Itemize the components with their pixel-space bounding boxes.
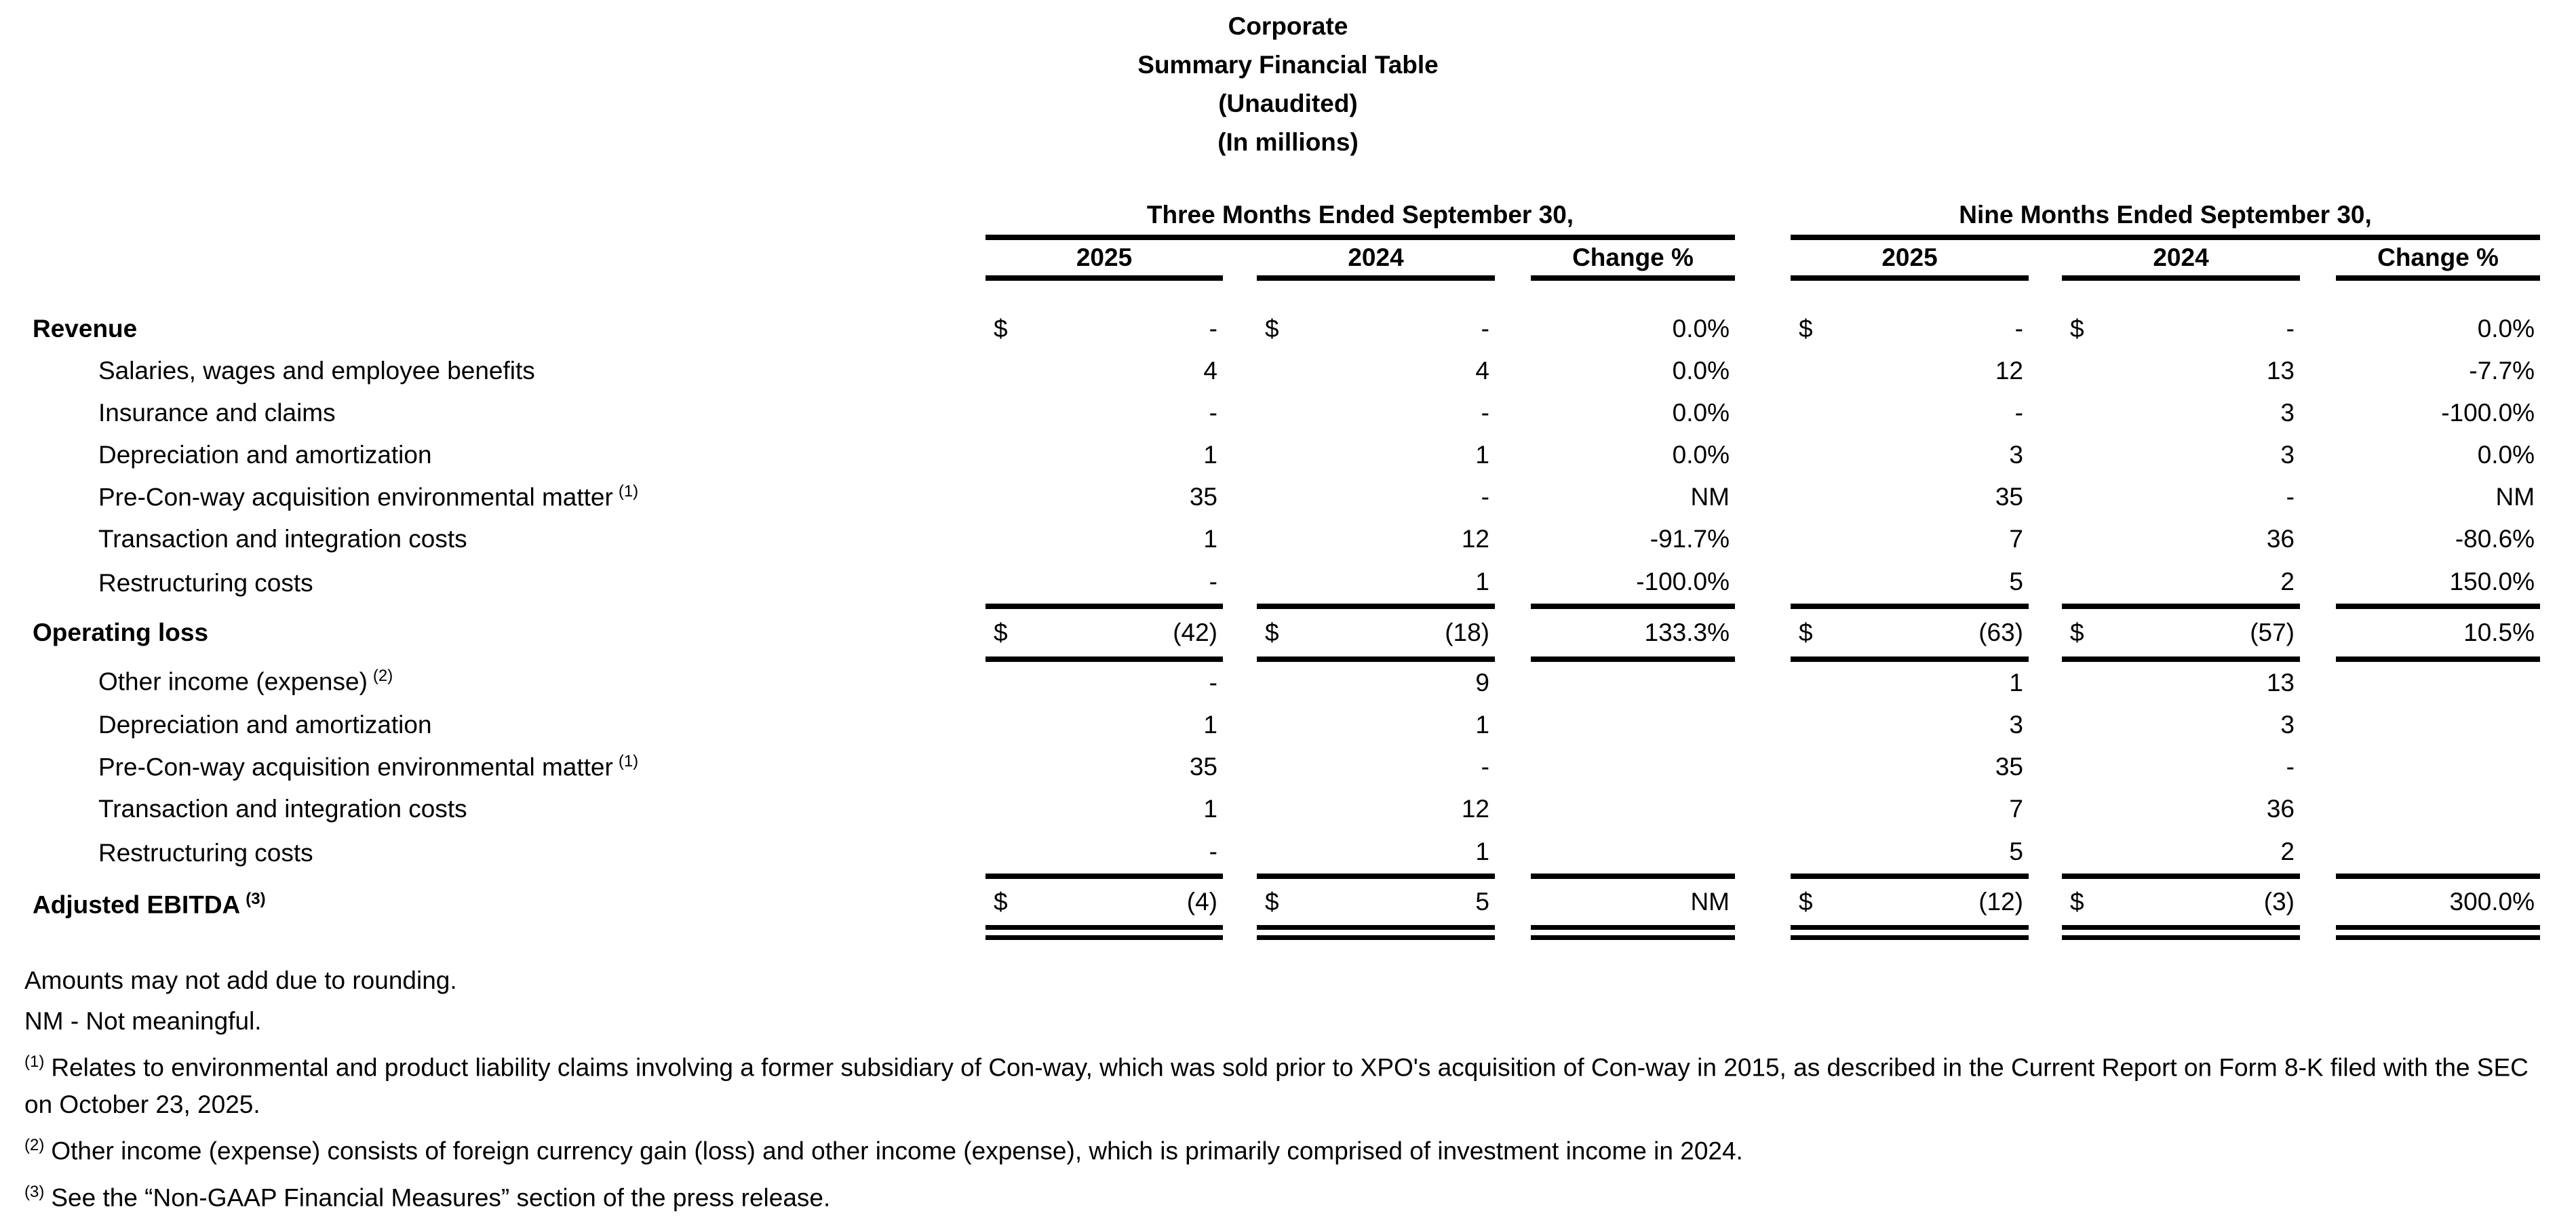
cell-3mo-2024 (1257, 392, 1495, 434)
table-row (0, 876, 2540, 933)
title-line-1: Corporate (1228, 12, 1348, 40)
cell-value: 12 (1995, 357, 2023, 385)
cell-value: 1 (1475, 441, 1489, 469)
cell-value: 3 (2280, 711, 2295, 739)
cell-value: (18) (1445, 619, 1489, 646)
cell-value: - (1209, 315, 1217, 342)
row-label: Salaries, wages and employee benefits (98, 357, 535, 385)
cell-3mo-2024 (1257, 350, 1495, 392)
row-label: Operating loss (33, 619, 209, 646)
cell-9mo-change (2336, 746, 2540, 788)
cell-9mo-2024 (2062, 308, 2300, 350)
dollar-sign: $ (1799, 888, 1813, 916)
cell-value: 1 (1203, 525, 1217, 553)
row-label: Insurance and claims (98, 399, 336, 427)
cell-9mo-2024 (2062, 830, 2300, 876)
cell-value: NM (1690, 888, 1730, 916)
cell-3mo-change (1531, 788, 1735, 830)
cell-value: 1 (1203, 711, 1217, 739)
dollar-sign: $ (2070, 619, 2084, 646)
cell-3mo-change (1531, 518, 1735, 560)
footnotes (0, 962, 2561, 1216)
cell-value: -80.6% (2455, 525, 2535, 553)
cell-9mo-2024 (2062, 434, 2300, 476)
row-footnote-marker: (2) (372, 667, 393, 686)
cell-9mo-change (2336, 830, 2540, 876)
dollar-sign: $ (2070, 315, 2084, 342)
cell-3mo-2025 (985, 308, 1223, 350)
row-label: Revenue (33, 315, 138, 342)
cell-3mo-change (1531, 308, 1735, 350)
cell-3mo-2025 (985, 788, 1223, 830)
summary-financial-table (0, 195, 2540, 940)
cell-value: 150.0% (2449, 568, 2535, 595)
footnote-marker: (1) (24, 1053, 45, 1071)
dollar-sign: $ (994, 888, 1008, 916)
footnote (24, 1126, 2561, 1169)
cell-9mo-2025 (1791, 476, 2029, 518)
footnote-text: Other income (expense) consists of foreign currency gain (loss) and other income (expense), which is primarily comprised of investment income in 2024. (51, 1137, 1743, 1165)
cell-3mo-2024 (1257, 560, 1495, 606)
cell-value: -100.0% (2441, 399, 2535, 427)
dollar-sign: $ (1799, 315, 1813, 342)
cell-value: (63) (1978, 619, 2023, 646)
table-row (0, 606, 2540, 659)
cell-3mo-2024 (1257, 746, 1495, 788)
cell-value: - (2014, 399, 2023, 427)
cell-3mo-change (1531, 746, 1735, 788)
cell-9mo-change (2336, 788, 2540, 830)
cell-9mo-2024 (2062, 876, 2300, 933)
cell-value: 0.0% (1672, 399, 1730, 427)
row-label: Pre-Con-way acquisition environmental matter (98, 483, 613, 511)
cell-value: NM (1690, 483, 1730, 511)
table-row (0, 830, 2540, 876)
cell-value: 12 (1461, 795, 1489, 823)
cell-value: -91.7% (1650, 525, 1730, 553)
table-row (0, 746, 2540, 788)
header-3mo-2024: 2024 (1257, 237, 1495, 278)
cell-value: (3) (2263, 888, 2295, 916)
cell-value: - (2286, 315, 2295, 342)
cell-value: 13 (2266, 357, 2295, 385)
cell-9mo-2025 (1791, 606, 2029, 659)
cell-3mo-2024 (1257, 788, 1495, 830)
cell-value: 3 (2280, 441, 2295, 469)
cell-value: NM (2495, 483, 2535, 511)
cell-value: 35 (1189, 753, 1217, 781)
cell-3mo-2025 (985, 830, 1223, 876)
table-row (0, 659, 2540, 704)
cell-value: 36 (2266, 525, 2295, 553)
cell-value: 5 (1475, 888, 1489, 916)
cell-value: 2 (2280, 568, 2295, 595)
cell-value: 0.0% (2477, 315, 2535, 342)
cell-3mo-2025 (985, 560, 1223, 606)
footnote-text: Relates to environmental and product liability claims involving a former subsidiary of Con-way, which was sold prior to XPO's acquisition of Con-way in 2015, as described in the Current Report on Form 8-K filed with the SEC on October 23, 2025. (24, 1053, 2529, 1119)
cell-9mo-2024 (2062, 606, 2300, 659)
cell-value: 9 (1475, 669, 1489, 697)
column-group-header-row (0, 195, 2540, 237)
cell-3mo-2024 (1257, 606, 1495, 659)
cell-9mo-2025 (1791, 560, 2029, 606)
cell-9mo-change (2336, 560, 2540, 606)
cell-9mo-2025 (1791, 392, 2029, 434)
cell-value: 2 (2280, 838, 2295, 865)
cell-value: - (2286, 483, 2295, 511)
label-column-spacer (0, 195, 985, 237)
cell-3mo-2024 (1257, 830, 1495, 876)
cell-9mo-change (2336, 308, 2540, 350)
cell-9mo-change (2336, 876, 2540, 933)
cell-9mo-change (2336, 659, 2540, 704)
cell-9mo-2025 (1791, 518, 2029, 560)
cell-value: 10.5% (2463, 619, 2535, 646)
row-label: Restructuring costs (98, 569, 313, 597)
cell-9mo-2024 (2062, 518, 2300, 560)
cell-value: 1 (1203, 441, 1217, 469)
cell-value: 133.3% (1644, 619, 1730, 646)
cell-9mo-2025 (1791, 830, 2029, 876)
footnote-list (24, 1043, 2561, 1216)
cell-value: 35 (1995, 753, 2023, 781)
table-row (0, 476, 2540, 518)
table-row (0, 704, 2540, 746)
cell-value: 35 (1189, 483, 1217, 511)
cell-9mo-2025 (1791, 746, 2029, 788)
cell-value: - (1209, 399, 1217, 427)
cell-3mo-2024 (1257, 434, 1495, 476)
cell-value: - (1481, 315, 1489, 342)
cell-value: 1 (1475, 838, 1489, 865)
row-label: Pre-Con-way acquisition environmental matter (98, 753, 613, 781)
table-row (0, 788, 2540, 830)
row-footnote-marker: (1) (618, 752, 639, 771)
cell-3mo-2025 (985, 876, 1223, 933)
cell-3mo-2024 (1257, 308, 1495, 350)
header-3mo-2025: 2025 (985, 237, 1223, 278)
cell-value: - (1209, 669, 1217, 697)
dollar-sign: $ (1799, 619, 1813, 646)
table-row (0, 392, 2540, 434)
cell-value: (4) (1186, 888, 1217, 916)
row-footnote-marker: (3) (246, 889, 266, 908)
cell-value: 1 (1475, 568, 1489, 595)
cell-value: 1 (2009, 669, 2023, 697)
cell-value: 4 (1203, 357, 1217, 385)
sub-header-row (0, 237, 2540, 278)
footnote-text: See the “Non-GAAP Financial Measures” section of the press release. (51, 1183, 831, 1211)
cell-value: 0.0% (1672, 315, 1730, 342)
cell-9mo-change (2336, 434, 2540, 476)
cell-3mo-change (1531, 560, 1735, 606)
table-row (0, 518, 2540, 560)
row-label: Depreciation and amortization (98, 711, 432, 739)
cell-9mo-change (2336, 350, 2540, 392)
cell-value: 1 (1475, 711, 1489, 739)
cell-3mo-2025 (985, 476, 1223, 518)
cell-value: 1 (1203, 795, 1217, 823)
title-line-2: Summary Financial Table (1137, 51, 1439, 79)
dollar-sign: $ (2070, 888, 2084, 916)
cell-9mo-2025 (1791, 434, 2029, 476)
cell-3mo-change (1531, 704, 1735, 746)
cell-9mo-2024 (2062, 788, 2300, 830)
cell-3mo-change (1531, 606, 1735, 659)
title-line-4: (In millions) (1217, 128, 1359, 156)
cell-3mo-change (1531, 659, 1735, 704)
cell-3mo-2025 (985, 434, 1223, 476)
footnote (24, 1043, 2561, 1123)
cell-9mo-2024 (2062, 704, 2300, 746)
cell-value: 0.0% (1672, 357, 1730, 385)
cell-3mo-change (1531, 392, 1735, 434)
cell-9mo-change (2336, 606, 2540, 659)
dollar-sign: $ (1265, 315, 1279, 342)
cell-value: - (2014, 315, 2023, 342)
cell-9mo-2024 (2062, 659, 2300, 704)
cell-3mo-2025 (985, 704, 1223, 746)
cell-value: - (2286, 753, 2295, 781)
header-9mo-2025: 2025 (1791, 237, 2029, 278)
cell-9mo-change (2336, 392, 2540, 434)
cell-3mo-change (1531, 476, 1735, 518)
cell-3mo-change (1531, 830, 1735, 876)
row-label: Transaction and integration costs (98, 525, 467, 553)
cell-9mo-2025 (1791, 876, 2029, 933)
header-spacer-row (0, 278, 2540, 308)
cell-9mo-2025 (1791, 788, 2029, 830)
cell-value: 36 (2266, 795, 2295, 823)
cell-value: - (1481, 399, 1489, 427)
cell-value: -100.0% (1636, 568, 1730, 595)
cell-9mo-2024 (2062, 746, 2300, 788)
cell-3mo-2024 (1257, 876, 1495, 933)
col-group-three-months: Three Months Ended September 30, (985, 195, 1735, 237)
cell-3mo-2025 (985, 518, 1223, 560)
cell-9mo-2024 (2062, 476, 2300, 518)
cell-3mo-change (1531, 350, 1735, 392)
group-gap (1735, 195, 1791, 237)
cell-value: -7.7% (2469, 357, 2535, 385)
cell-3mo-2024 (1257, 476, 1495, 518)
cell-value: (42) (1173, 619, 1217, 646)
title-line-3: (Unaudited) (1218, 90, 1358, 117)
cell-9mo-2025 (1791, 308, 2029, 350)
dollar-sign: $ (994, 619, 1008, 646)
cell-value: - (1209, 568, 1217, 595)
header-9mo-2024: 2024 (2062, 237, 2300, 278)
row-label: Transaction and integration costs (98, 795, 467, 823)
cell-3mo-2024 (1257, 659, 1495, 704)
col-group-nine-months: Nine Months Ended September 30, (1791, 195, 2540, 237)
cell-value: 5 (2009, 838, 2023, 865)
dollar-sign: $ (1265, 888, 1279, 916)
header-3mo-change: Change % (1531, 237, 1735, 278)
cell-value: 3 (2009, 441, 2023, 469)
cell-value: - (1481, 483, 1489, 511)
cell-value: 7 (2009, 795, 2023, 823)
cell-3mo-2025 (985, 659, 1223, 704)
note-nm: NM - Not meaningful. (24, 1007, 262, 1035)
cell-value: 5 (2009, 568, 2023, 595)
cell-9mo-2025 (1791, 659, 2029, 704)
cell-value: 7 (2009, 525, 2023, 553)
cell-9mo-2024 (2062, 392, 2300, 434)
cell-9mo-change (2336, 476, 2540, 518)
cell-value: 3 (2280, 399, 2295, 427)
row-label: Other income (expense) (98, 667, 368, 696)
footnote-marker: (3) (24, 1182, 45, 1201)
cell-9mo-change (2336, 704, 2540, 746)
cell-value: 12 (1461, 525, 1489, 553)
cell-9mo-2025 (1791, 704, 2029, 746)
cell-value: 3 (2009, 711, 2023, 739)
table-row (0, 560, 2540, 606)
cell-value: - (1209, 838, 1217, 865)
row-label: Restructuring costs (98, 839, 313, 867)
cell-value: - (1481, 753, 1489, 781)
row-label: Depreciation and amortization (98, 441, 432, 469)
cell-3mo-2025 (985, 350, 1223, 392)
cell-value: (12) (1978, 888, 2023, 916)
cell-3mo-2025 (985, 606, 1223, 659)
header-9mo-change: Change % (2336, 237, 2540, 278)
cell-9mo-change (2336, 518, 2540, 560)
cell-3mo-change (1531, 434, 1735, 476)
table-row (0, 350, 2540, 392)
cell-3mo-2024 (1257, 704, 1495, 746)
table-body (0, 308, 2540, 933)
table-row (0, 308, 2540, 350)
cell-value: 13 (2266, 669, 2295, 697)
cell-9mo-2024 (2062, 560, 2300, 606)
cell-value: 0.0% (2477, 441, 2535, 469)
dollar-sign: $ (1265, 619, 1279, 646)
row-label: Adjusted EBITDA (33, 890, 241, 919)
cell-value: 4 (1475, 357, 1489, 385)
cell-3mo-change (1531, 876, 1735, 933)
cell-value: 0.0% (1672, 441, 1730, 469)
cell-3mo-2025 (985, 392, 1223, 434)
cell-value: 35 (1995, 483, 2023, 511)
footnote-marker: (2) (24, 1136, 45, 1155)
cell-9mo-2024 (2062, 350, 2300, 392)
row-footnote-marker: (1) (618, 482, 639, 501)
cell-9mo-2025 (1791, 350, 2029, 392)
cell-value: 300.0% (2449, 888, 2535, 916)
table-title (0, 0, 2576, 161)
cell-value: (57) (2250, 619, 2295, 646)
cell-3mo-2025 (985, 746, 1223, 788)
table-row (0, 434, 2540, 476)
cell-3mo-2024 (1257, 518, 1495, 560)
footnote (24, 1173, 2561, 1216)
dollar-sign: $ (994, 315, 1008, 342)
note-rounding: Amounts may not add due to rounding. (24, 966, 457, 994)
